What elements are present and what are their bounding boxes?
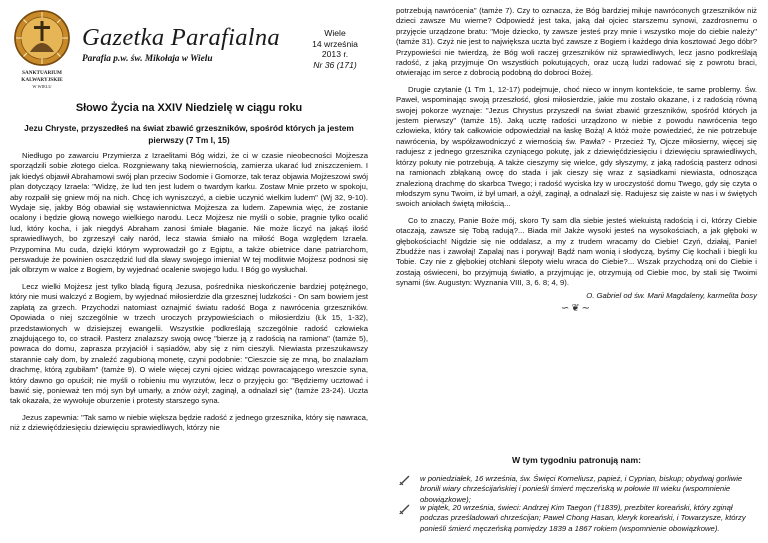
article-title: Słowo Życia na XXIV Niedzielę w ciągu roku [75,102,303,114]
paragraph: Niedługo po zawarciu Przymierza z Izraelitami Bóg widzi, że ci w czasie nieobecności Mojżesza sporządzili sobie złotego cielca. Rozgniewany taką niewiernością, zamierza ukarać lud zniszczeniem. I jak kiedyś objawił Abrahamowi swój plan przeciw Sodomie i Gomorze, tak teraz objawia Mojżeszowi swój plan dotyczący Izraela: "Widzę, że lud ten jest ludem o twardym karku. Zostaw Mnie przeto w spokoju, aby rozpalił się gniew mój na nich. Chcę ich wyniszczyć, a ciebie uczynić wielkim ludem" (Wj 32, 9-10). Wydaje się, jakby Bóg obawiał się wstawiennictwa Mojżesza za ludem. Zapewnia więc, że zostanie ocalony i będzie głową nowego wielkiego narodu. Lecz Mojżesz nie myśli o sobie, pragnie tylko ocalić lud, który kocha, i jak niegdyś Abraham zanosi śmiałe błaganie. Nie może liczyć na jakąś ilość sprawiedliwych, bo zgrzeszył cały naród, lecz stawia śmiało na miłość Boga względem Izraela. Przypomina Mu cuda, dzięki którym wyprowadził go z Egiptu, a także obietnice dane patriarchom, perswaduje że powinien oszczędzić lud dla sławy swojego imienia! W tej modlitwie Mojżesz podnosi się jak olbrzym w walce z Bogiem, by wyjednać ocalenie swojego ludu. I Bóg go wysłuchał. [10,151,368,275]
quill-icon [398,474,410,486]
right-column-body [396,6,757,314]
issue-number: Nr 36 (171) [313,59,357,70]
logo-caption-2: KALWARYJSKIE [21,77,63,83]
issue-year: 2013 r. [321,49,349,59]
issue-info [304,28,366,70]
author-signature: O. Gabriel od św. Marii Magdaleny, karmelita bosy [586,290,757,300]
issue-place: Wiele [324,28,346,38]
sanctuary-logo-icon [10,8,74,92]
saint-desc-2: Andrzej Kim Taegon (†1839), prezbiter koreański, który zginął podczas prześladowań chrześcijan; Paweł Chong Hasan, kleryk koreański, i Towarzysze, którzy ponieśli śmierć męczeńską pomiędzy 1839 a 1867 rokiem (wspomnienie obowiązkowe). [420,503,746,533]
list-item [396,503,757,534]
parish-subtitle: Parafia p.w. św. Mikołaja w Wielu [82,54,213,64]
masthead [10,8,368,92]
paragraph: potrzebują nawrócenia" (tamże 7). Czy to oznacza, że Bóg bardziej miłuje nawróconych grzeszników niż dzieci zawsze Mu wierne? Odpowiedź jest taka, jaką dał ojciec starszemu synowi, zazdrosnemu o przyjęcie urządzone bratu: "Moje dziecko, ty zawsze jesteś przy mnie i wszystko moje do ciebie należy" (tamże 31). Czyż nie jest to największa uczta być zawsze z Bogiem i każdego dnia kosztować Jego dóbr? Przypowieści nie twierdzą, że Bóg woli raczej grzeszników niż sprawiedliwych, lecz jasno podkreślają radość, z jaką przyjmuje On wszystkich pokutujących, oraz uczą ludzi radować się z powrotu braci, otwierając im serce z dobrocią podobną do dobroci Bożej. [396,6,757,78]
saint-day-2: w piątek, 20 września, świeci: [420,503,521,512]
article-quote: Jezu Chryste, przyszedłeś na świat zbawić grzeszników, spośród których ja jestem pierwszy (7 Tm l, 15) [24,123,354,145]
quill-icon [398,503,410,515]
saint-day-1: w poniedziałek, 16 września, św. [420,474,532,483]
list-item [396,474,757,505]
newsletter-title: Gazetka Parafialna [82,24,280,51]
logo-caption-1: SANKTUARIUM [22,70,62,76]
saint-desc-1: Święci Korneliusz, papież, i Cyprian, biskup; obydwaj gorliwie bronili wiary chrześcijańskiej i ponieśli śmierć męczeńską w połowie III wieku (wspomnienie obowiązkowe); [420,474,743,504]
paragraph: Jezus zapewnia: "Tak samo w niebie większa będzie radość z jednego grzesznika, który się nawraca, niż z dziewięćdziesięciu dziewięciu sprawiedliwych, którzy nie [10,412,368,433]
logo-caption-3: W WIELU [32,84,52,89]
paragraph: Lecz wielki Mojżesz jest tylko bladą figurą Jezusa, pośrednika nieskończenie bardziej potężnego, który nie musi walczyć z Bogiem, by wyjednać miłosierdzie dla grzesznej ludzkości - On sam bowiem jest zapłatą za grzech. Przychodzi natomiast oznajmić światu radość Boga z nawrócenia grzeszników. Opowiada o niej szczególnie w trzech uroczych przypowieściach o miłosierdziu (Łk 15, 1-32), przedstawionych w dzisiejszej ewangelii. Wszystkie podkreślają szczególnie radość człowieka znajdującego to, co stracił. Pasterz znalazszy swoją owcę "bierze ją z radością na ramiona" (tamże 5), powraca do domu, zaprasza przyjaciół i sąsiadów, aby się z nim cieszyli. Niewiasta przeszukawszy starannie cały dom, by znaleźć zagubioną monetę, czyni podobnie: "Cieszcie się ze mną, bo znalazłam drachmę, którą zgubiłam" (tamże 9). O wiele więcej czyni ojciec widząc powracającego wreszcie syna, który dawno go opuścił; nie myśli o robieniu mu wyrzutów, lecz o przyjęciu go: "Będziemy ucztować i bawić się, ponieważ ten mój syn był umarły, a znów ożył; zaginął, a odnalazł się" (tamże 23-24). Uczta tak okazała, że wywołuje oburzenie i protesty starszego syna. [10,281,368,406]
paragraph: Co to znaczy, Panie Boże mój, skoro Ty sam dla siebie jesteś wiekuistą radością i ci, którzy Ciebie otaczają, zawsze się Tobą radują?... Biada mi! Jakże wysoki jesteś na wysokościach, a jak głęboki w głębokościach! Nigdzie się nie oddalasz, a my z trudem wracamy do Ciebie! Czyń, działaj, Panie! Zbudźże nas i zawołaj! Zapalaj nas i porywaj! Bądź nam wonią i słodyczą, byśmy Cię kochali i biegli ku Tobie. Czy nie z głębokiej otchłani ślepoty wielu wraca do Ciebie?... Wszak przychodzą oni do Ciebie i zostają oświeceni, bo przyjmują światło, a przyjmując je, otrzymują od Ciebie moc, by stali się Twoimi synami (św. Augustyn: Wyznania VIII, 3, 6. 8; 4, 9). [396,215,757,288]
patrons-heading: W tym tygodniu patronują nam: [512,455,641,465]
left-column-body [10,151,368,434]
flourish-divider: ∽❦∼ [560,302,593,314]
issue-date: 14 września [312,38,358,49]
paragraph: Drugie czytanie (1 Tm 1, 12-17) podejmuje, choć nieco w innym kontekście, te same problemy. Św. Paweł, wspominając swoją przeszłość, głosi miłosierdzie, jakie mu zostało okazane, i z radością równą swojej pokorze wyznaje: "Jezus Chrystus przyszedł na świat zbawić grzeszników, spośród których ja jestem pierwszy" (tamże 15). Jaką ucztę radości urządzono w niebie z powodu nawrócenia tego człowieka, który tak całkowicie odpowiedział na łaskę Bożą! A któż może powiedzieć, że nie potrzebuje nawrócenia, by współzawodniczyć z wiernością św. Pawła? - Przecież Ty, Ojcze miłosierny, więcej się radujesz z jednego grzesznika czyniącego pokutę, jak z dziewięćdziesięciu i dziewięciu sprawiedliwych, którzy pokuty nie potrzebują. A także cieszymy się wielce, gdy słyszymy, z jaką radością pasterz odnosi na ramionach zbłąkaną owcę do stada i jak cieszy się wraz z sąsiadkami niewiasta, odnosząca znalezioną drachmę do skarbca Twego; i radość wyciska łzy w uroczystość domu Twego, gdy się czyta o młodszym synu Twoim, iż był umarł, a ożył, zaginął, a odnalazł się. Radujesz się zaiste w nas i w świętych swoich aniołach świętą miłością... [396,84,757,209]
